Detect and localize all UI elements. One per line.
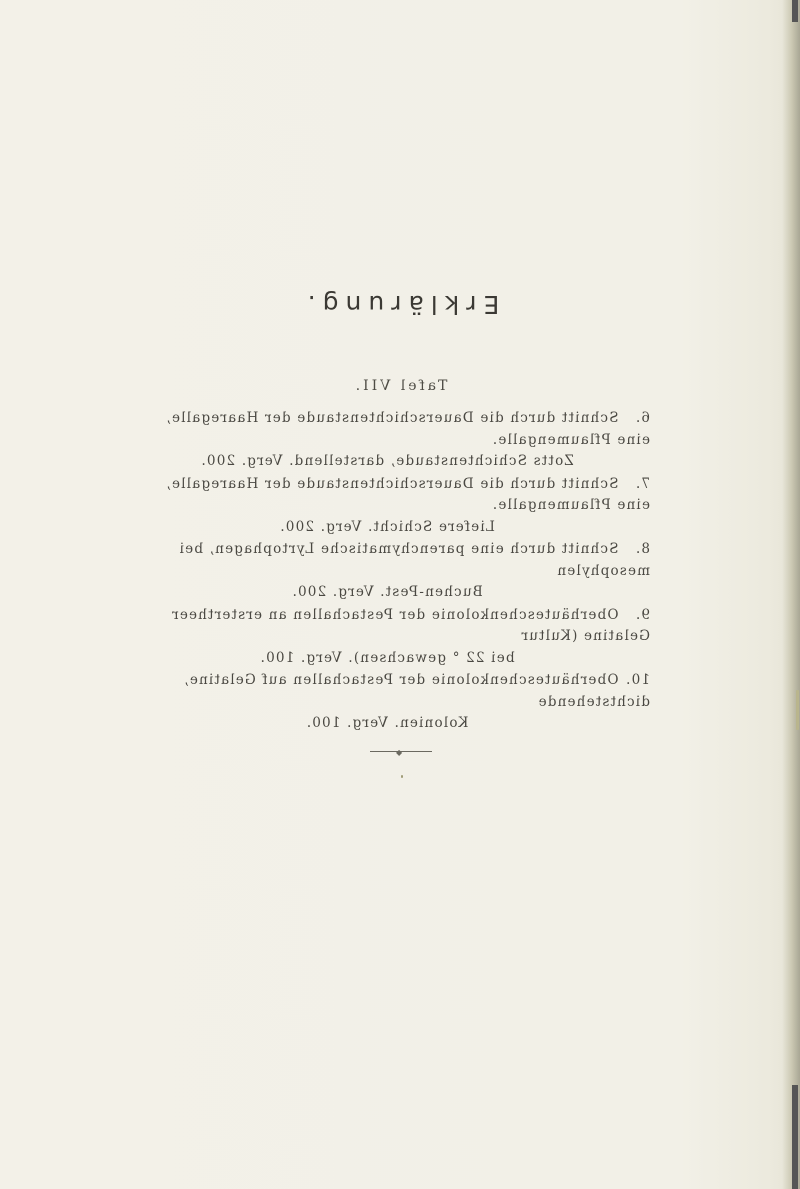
list-item — [150, 670, 650, 735]
list-item — [150, 474, 650, 539]
plate-title: Tafel VII. — [352, 378, 448, 394]
entry-number: 6. — [634, 410, 650, 426]
page-heading — [0, 290, 800, 319]
heading-text: Erklärung. — [300, 290, 500, 319]
entry-continuation: Zotts Schichtenstaude, darstellend. Verg. 200. — [200, 453, 574, 469]
list-item — [150, 605, 650, 670]
entry-continuation: bei 22 ° gewachsen). Verg. 100. — [259, 649, 515, 666]
entry-number: 8. — [634, 541, 650, 557]
paper-speck — [796, 690, 799, 730]
entry-number: 7. — [634, 475, 650, 492]
paper-speck — [401, 775, 403, 778]
entry-text: Oberhäuteschenkolonie der Pestachallen an erstertheer Gelatine (Kultur — [171, 606, 650, 644]
list-item — [150, 408, 650, 473]
list-item — [150, 539, 650, 604]
entry-number: 9. — [634, 606, 650, 623]
entry-text: Oberhäuteschenkolonie der Pestachallen auf Gelatine, dichtstehende — [183, 672, 650, 710]
entry-list — [150, 408, 650, 736]
entry-continuation: Kolonien. Verg. 100. — [305, 715, 469, 731]
entry-continuation: Liefere Schicht. Verg. 200. — [279, 518, 495, 535]
divider-ornament: ◆ — [396, 748, 403, 757]
entry-number: 10. — [624, 672, 650, 688]
entry-text: Schnitt durch die Dauerschichtenstaude der Haaregalle, eine Pflaumengalle. — [165, 475, 650, 513]
entry-text: Schnitt durch die Dauerschichtenstaude der Haaregalle, eine Pflaumengalle. — [165, 410, 650, 448]
entry-text: Schnitt durch eine parenchymatische Lyrtophagen, bei mesophylen — [178, 541, 650, 579]
entry-continuation: Buchen-Pest. Verg. 200. — [291, 584, 483, 600]
